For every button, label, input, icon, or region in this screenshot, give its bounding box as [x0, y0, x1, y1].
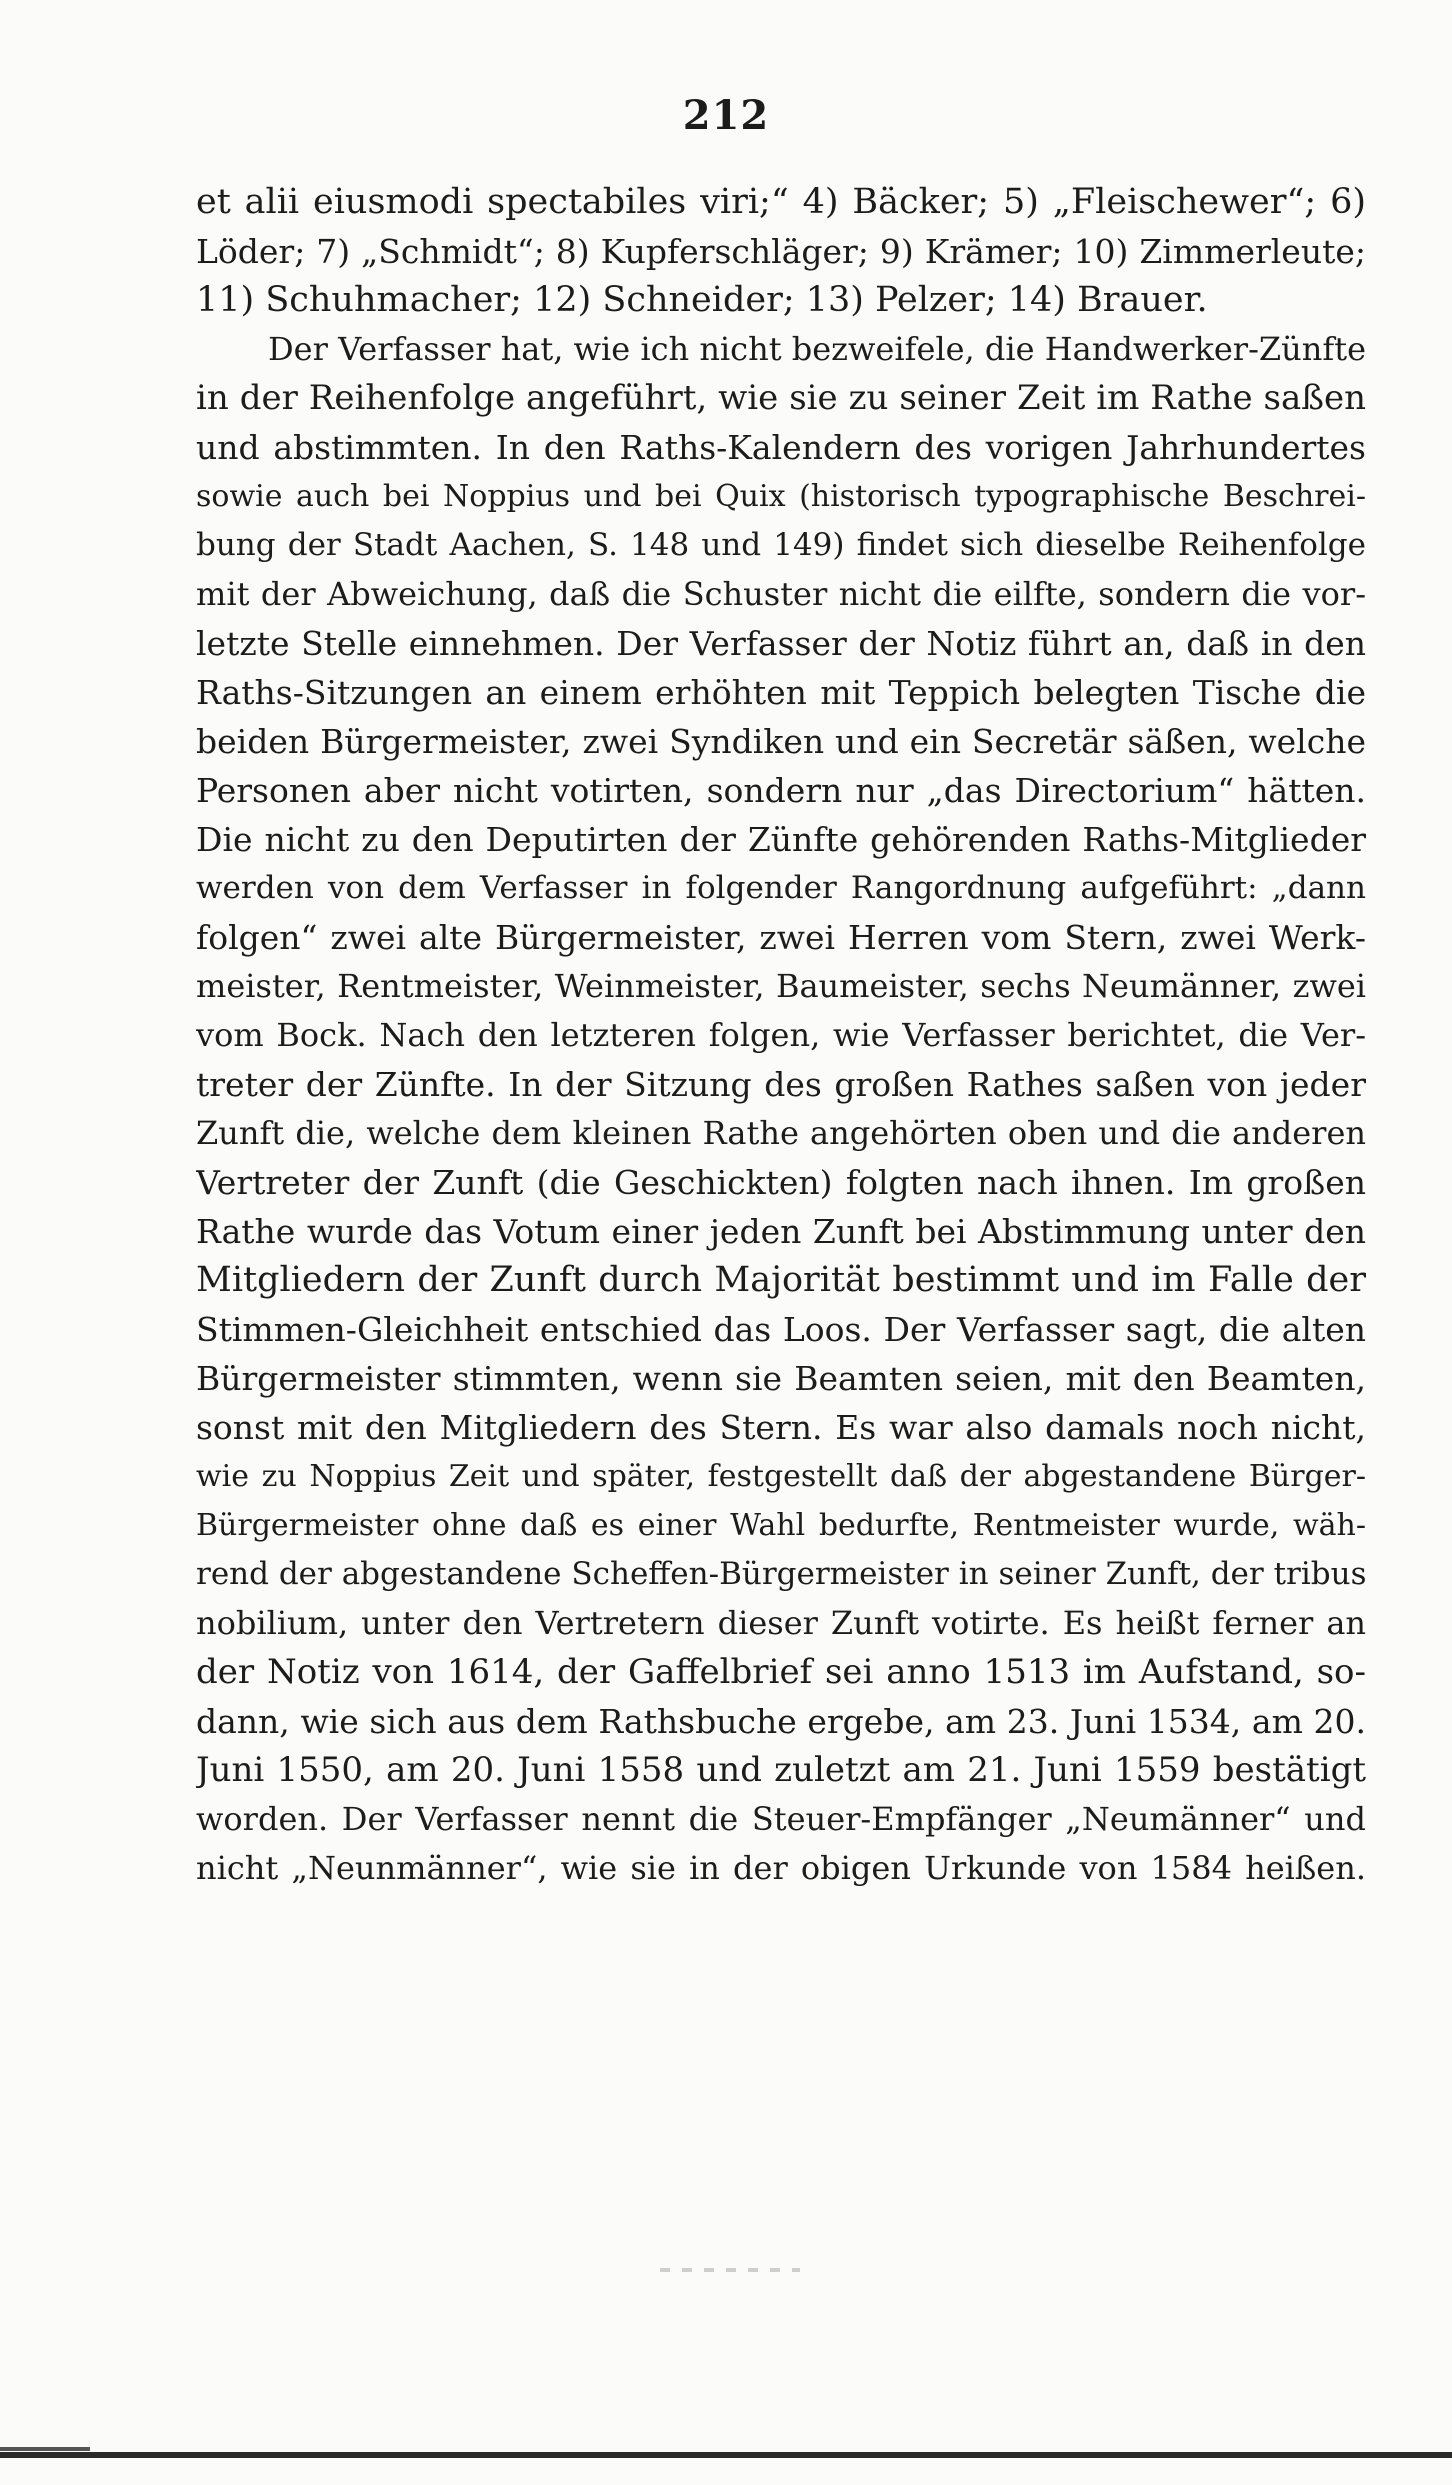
text-line-15: werden von dem Verfasser in folgender Rangordnung aufgeführt: „dann — [196, 870, 1366, 906]
text-line-22: Rathe wurde das Votum einer jeden Zunft bei Abstimmung unter den — [196, 1212, 1366, 1251]
page-number: 212 — [682, 92, 770, 139]
text-line-33: Juni 1550, am 20. Juni 1558 und zuletzt am 21. Juni 1559 bestätigt — [196, 1750, 1366, 1790]
text-line-7: sowie auch bei Noppius und bei Quix (historisch typographische Beschrei- — [196, 479, 1366, 514]
text-line-12: beiden Bürgermeister, zwei Syndiken und ein Secretär säßen, welche — [196, 722, 1366, 761]
text-line-35: nicht „Neunmänner“, wie sie in der obigen Urkunde von 1584 heißen. — [196, 1849, 1366, 1887]
text-line-29: rend der abgestandene Scheffen-Bürgermeister in seiner Zunft, der tribus — [196, 1556, 1366, 1592]
text-line-26: sonst mit den Mitgliedern des Stern. Es war also damals noch nicht, — [196, 1408, 1366, 1447]
text-line-2: Löder; 7) „Schmidt“; 8) Kupferschläger; 9) Krämer; 10) Zimmerleute; — [196, 232, 1366, 271]
text-line-1: et alii eiusmodi spectabiles viri;“ 4) Bäcker; 5) „Fleischewer“; 6) — [196, 182, 1366, 222]
text-line-31: der Notiz von 1614, der Gaffelbrief sei anno 1513 im Aufstand, so- — [196, 1652, 1366, 1692]
text-line-34: worden. Der Verfasser nennt die Steuer-Empfänger „Neumänner“ und — [196, 1800, 1366, 1838]
text-line-4: Der Verfasser hat, wie ich nicht bezweifele, die Handwerker-Zünfte — [268, 330, 1366, 368]
faint-dash-marks — [660, 2268, 800, 2272]
text-line-3: 11) Schuhmacher; 12) Schneider; 13) Pelzer; 14) Brauer. — [196, 280, 1208, 320]
text-line-23: Mitgliedern der Zunft durch Majorität bestimmt und im Falle der — [196, 1260, 1366, 1300]
text-line-11: Raths-Sitzungen an einem erhöhten mit Teppich belegten Tische die — [196, 673, 1366, 712]
text-line-6: und abstimmten. In den Raths-Kalendern des vorigen Jahrhundertes — [196, 428, 1366, 467]
bottom-scan-rule — [0, 2452, 1452, 2458]
text-line-14: Die nicht zu den Deputirten der Zünfte gehörenden Raths-Mitglieder — [196, 820, 1366, 859]
body-text — [196, 178, 1366, 1893]
text-line-24: Stimmen-Gleichheit entschied das Loos. Der Verfasser sagt, die alten — [196, 1310, 1366, 1349]
scan-edge-mark — [0, 2447, 90, 2451]
text-line-28: Bürgermeister ohne daß es einer Wahl bedurfte, Rentmeister wurde, wäh- — [196, 1508, 1366, 1543]
text-line-27: wie zu Noppius Zeit und später, festgestellt daß der abgestandene Bürger- — [196, 1459, 1366, 1494]
text-line-13: Personen aber nicht votirten, sondern nur „das Directorium“ hätten. — [196, 771, 1366, 810]
text-line-16: folgen“ zwei alte Bürgermeister, zwei Herren vom Stern, zwei Werk- — [196, 918, 1366, 957]
text-line-17: meister, Rentmeister, Weinmeister, Baumeister, sechs Neumänner, zwei — [196, 967, 1366, 1005]
text-line-30: nobilium, unter den Vertretern dieser Zunft votirte. Es heißt ferner an — [196, 1604, 1366, 1642]
text-line-5: in der Reihenfolge angeführt, wie sie zu seiner Zeit im Rathe saßen — [196, 378, 1366, 418]
text-line-25: Bürgermeister stimmten, wenn sie Beamten seien, mit den Beamten, — [196, 1359, 1366, 1398]
text-line-9: mit der Abweichung, daß die Schuster nicht die eilfte, sondern die vor- — [196, 575, 1366, 613]
text-line-10: letzte Stelle einnehmen. Der Verfasser der Notiz führt an, daß in den — [196, 624, 1366, 663]
text-line-18: vom Bock. Nach den letzteren folgen, wie Verfasser berichtet, die Ver- — [196, 1016, 1366, 1054]
text-line-8: bung der Stadt Aachen, S. 148 und 149) findet sich dieselbe Reihenfolge — [196, 527, 1366, 563]
text-line-20: Zunft die, welche dem kleinen Rathe angehörten oben und die anderen — [196, 1114, 1366, 1152]
text-line-19: treter der Zünfte. In der Sitzung des großen Rathes saßen von jeder — [196, 1065, 1366, 1104]
text-line-32: dann, wie sich aus dem Rathsbuche ergebe, am 23. Juni 1534, am 20. — [196, 1702, 1366, 1741]
text-line-21: Vertreter der Zunft (die Geschickten) folgten nach ihnen. Im großen — [196, 1163, 1366, 1202]
